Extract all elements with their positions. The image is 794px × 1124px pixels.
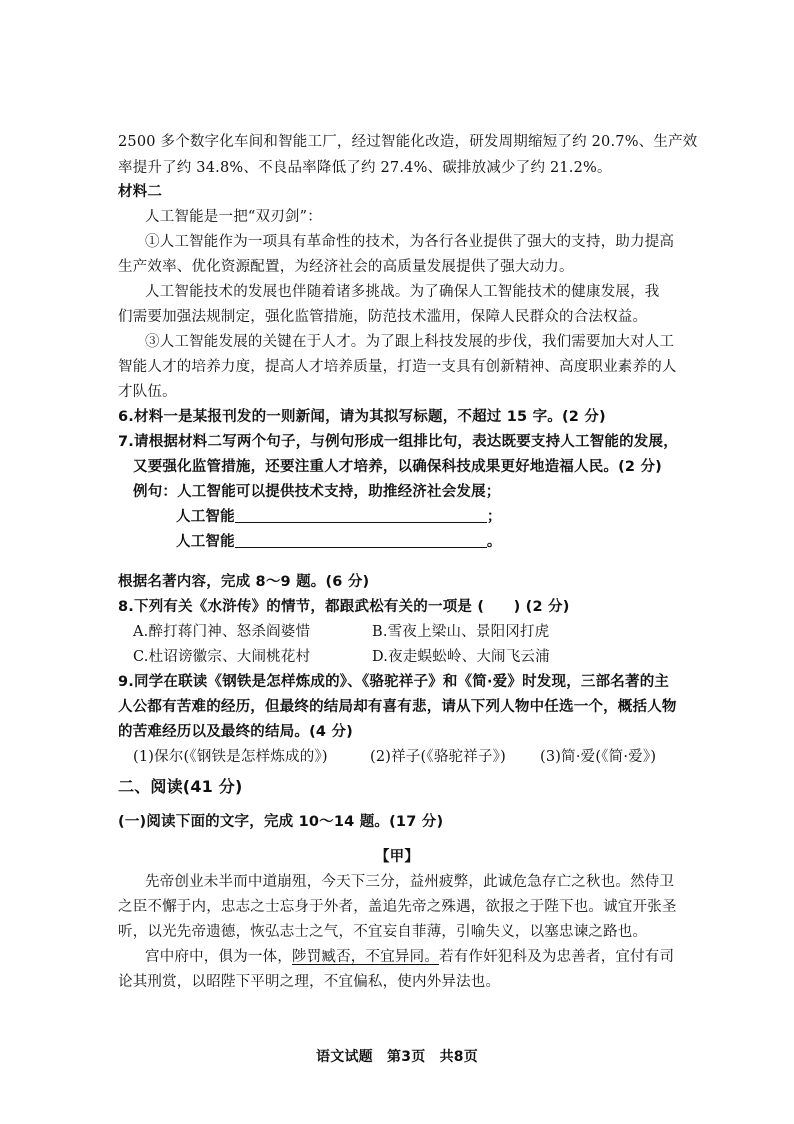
material2-p3-line1: ③人工智能发展的关键在于人才。为了跟上科技发展的步伐，我们需要加大对人工 (145, 334, 675, 350)
section-heading-reading: 二、阅读(41 分) (118, 777, 243, 796)
reading-part-1-heading: (一)阅读下面的文字，完成 10～14 题。(17 分) (118, 814, 444, 830)
question-7-example: 例句：人工智能可以提供技术支持，助推经济社会发展； (133, 484, 501, 500)
material2-p3-line2: 智能人才的培养力度，提高人才培养质量，打造一支具有创新精神、高度职业素养的人 (118, 359, 677, 375)
question-9-line1: 9.同学在联读《钢铁是怎样炼成的》、《骆驼祥子》和《简·爱》时发现，三部名著的主 (118, 674, 670, 690)
passage-line-4-pre: 宫中府中，俱为一体， (145, 949, 292, 965)
question-6: 6.材料一是某报刊发的一则新闻，请为其拟写标题，不超过 15 字。(2 分) (118, 409, 606, 425)
character-choice-2[interactable]: (2)祥子(《骆驼祥子》) (370, 749, 506, 765)
passage-line-4 (145, 947, 674, 967)
question-7-blank-2[interactable] (176, 532, 502, 552)
option-b[interactable]: B.雪夜上梁山、景阳冈打虎 (372, 624, 550, 640)
passage-line-5: 论其刑赏，以昭陛下平明之理，不宜偏私，使内外异法也。 (118, 974, 501, 990)
material2-lead: 人工智能是一把“双刃剑”： (145, 209, 322, 225)
question-9-line3: 的苦难经历以及最终的结局。(4 分) (118, 724, 353, 740)
passage-line-4-post: 若有作奸犯科及为忠善者，宜付有司 (439, 949, 675, 965)
page-footer: 语文试题 第3页 共8页 (316, 1049, 478, 1065)
blank-1-prefix: 人工智能 (176, 509, 235, 525)
material2-p3-line3: 才队伍。 (118, 384, 177, 400)
blank-2-end: 。 (486, 534, 502, 550)
underlined-phrase: 陟罚臧否，不宜异同。 (292, 949, 439, 965)
question-9-line2: 人公都有苦难的经历，但最终的结局却有喜有悲，请从下列人物中任选一个，概括人物 (118, 699, 677, 715)
option-d[interactable]: D.夜走蜈蚣岭、大闹飞云浦 (372, 649, 550, 665)
question-7-blank-1[interactable] (176, 507, 502, 527)
passage-label-jia: 【甲】 (374, 849, 420, 865)
passage-line-1: 先帝创业未半而中道崩殂，今天下三分，益州疲弊，此诚危急存亡之秋也。然侍卫 (145, 874, 675, 890)
intro-line-1: 2500 多个数字化车间和智能工厂，经过智能化改造，研发周期缩短了约 20.7%、生产效 (118, 134, 698, 150)
question-8-stem: 8.下列有关《水浒传》的情节，都跟武松有关的一项是 ( ) (2 分) (118, 599, 570, 615)
question-7-line2: 又要强化监管措施，还要注重人才培养，以确保科技成果更好地造福人民。(2 分) (133, 459, 662, 475)
option-a[interactable]: A.醉打蒋门神、怒杀阎婆惜 (133, 624, 311, 640)
question-7-line1: 7.请根据材料二写两个句子，与例句形成一组排比句，表达既要支持人工智能的发展， (118, 434, 678, 450)
intro-line-2: 率提升了约 34.8%、不良品率降低了约 27.4%、碳排放减少了约 21.2%。 (118, 160, 612, 176)
answer-blank-2[interactable] (235, 533, 487, 548)
classics-heading: 根据名著内容，完成 8～9 题。(6 分) (118, 574, 370, 590)
passage-line-2: 之臣不懈于内，忠志之士忘身于外者，盖追先帝之殊遇，欲报之于陛下也。诚宜开张圣 (118, 899, 677, 915)
material2-p2-line1: 人工智能技术的发展也伴随着诸多挑战。为了确保人工智能技术的健康发展，我 (145, 284, 660, 300)
option-c[interactable]: C.杜诏谤徽宗、大闹桃花村 (133, 649, 311, 665)
character-choice-1[interactable]: (1)保尔(《钢铁是怎样炼成的》) (133, 749, 328, 765)
blank-1-end: ； (486, 509, 502, 525)
material2-title: 材料二 (118, 184, 163, 200)
material2-p1-line1: ①人工智能作为一项具有革命性的技术，为各行各业提供了强大的支持，助力提高 (145, 234, 675, 250)
material2-p2-line2: 们需要加强法规制定，强化监管措施，防范技术滥用，保障人民群众的合法权益。 (118, 309, 648, 325)
character-choice-3[interactable]: (3)简·爱(《简·爱》) (540, 749, 657, 765)
material2-p1-line2: 生产效率、优化资源配置，为经济社会的高质量发展提供了强大动力。 (118, 259, 574, 275)
passage-line-3: 听，以光先帝遗德，恢弘志士之气，不宜妄自菲薄，引喻失义，以塞忠谏之路也。 (118, 924, 648, 940)
answer-blank-1[interactable] (235, 508, 487, 523)
blank-2-prefix: 人工智能 (176, 534, 235, 550)
